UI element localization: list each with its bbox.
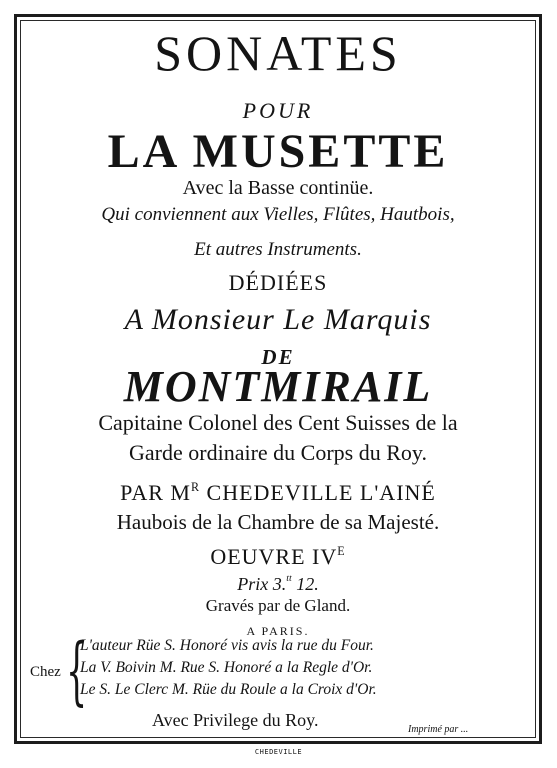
garde-text: Garde ordinaire du Corps du Roy. (129, 440, 427, 465)
dedication-heading: DÉDIÉES (228, 270, 328, 295)
composer-line: PAR $M^R$ CHEDEVILLE L'AINÉ (120, 480, 436, 505)
chez-label: Chez (30, 664, 61, 680)
composer-title: Haubois de la Chambre de sa Majesté. (116, 510, 440, 534)
pour-text: POUR (242, 98, 314, 123)
price-text: Prix 3.$^{tt}$ 12. (237, 573, 319, 594)
de-text: DE (261, 345, 295, 369)
address-line: Le S. Le Clerc M. Rüe du Roule a la Croix d'Or. (80, 681, 377, 698)
privilege-text: Avec Privilege du Roy. (152, 710, 319, 730)
basse-continue-text: Avec la Basse continüe. (182, 177, 374, 199)
dedicatee-name: MONTMIRAIL (123, 362, 433, 411)
brace-icon: { (66, 628, 88, 714)
opus-number: OEUVRE $IV^E$ (210, 544, 346, 569)
engraver-text: Gravés par de Gland. (205, 596, 351, 615)
imprime-text: Imprimé par ... (408, 724, 469, 735)
instrument-title: LA MUSETTE (107, 125, 449, 178)
address-line: L'auteur Rüe S. Honoré vis avis la rue du Four. (80, 637, 374, 654)
dedicatee-text: A Monsieur Le Marquis (124, 303, 432, 336)
capitaine-text: Capitaine Colonel des Cent Suisses de la (98, 410, 458, 435)
other-instruments-text: Et autres Instruments. (194, 239, 362, 260)
library-stamp: CHEDEVILLE (254, 748, 303, 756)
city-text: A PARIS. (246, 624, 310, 638)
address-line: La V. Boivin M. Rue S. Honoré a la Regle d'Or. (80, 659, 373, 676)
page-title: SONATES (154, 25, 402, 81)
instruments-suitable-text: Qui conviennent aux Vielles, Flûtes, Hautbois, (101, 204, 455, 225)
